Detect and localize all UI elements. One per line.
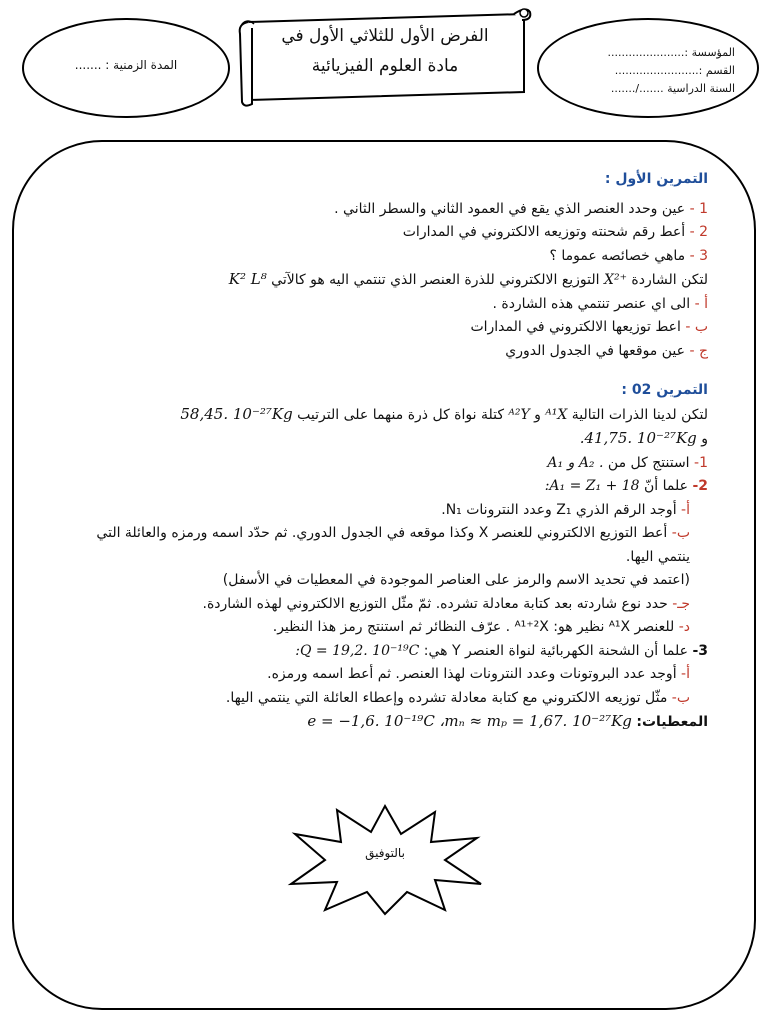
institution-field: المؤسسة :...................... — [607, 46, 735, 59]
info-ellipse — [537, 18, 759, 118]
exercise1-item: 3 - ماهي خصائصه عموما ؟ — [549, 247, 708, 264]
exercise2-q3-item: أ- أوجد عدد البروتونات وعدد النترونات لهذا العنصر. ثم أعط اسمه ورمزه. — [267, 666, 690, 682]
exercise1-item: 1 - عين وحدد العنصر الذي يقع في العمود الثاني والسطر الثاني . — [334, 200, 708, 217]
good-luck-text: بالتوفيق — [365, 846, 405, 860]
duration-text: المدة الزمنية : ....... — [74, 58, 178, 72]
exercise2-q2-note: (اعتمد في تحديد الاسم والرمز على العناصر الموجودة في المعطيات في الأسفل) — [222, 572, 690, 588]
exercise2-title: التمرين 02 : — [621, 382, 708, 398]
title-line-1: الفرض الأول للثلاثي الأول في — [281, 26, 489, 46]
exercise2-q2-item: جـ- حدد نوع شاردته بعد كتابة معادلة تشرده. ثمّ مثّل التوزيع الالكتروني لهذه الشاردة. — [202, 595, 690, 612]
exercise1-item: 2 - أعط رقم شحنته وتوزيعه الالكتروني في المدارات — [402, 224, 708, 240]
exercise2-intro: لتكن لدينا الذرات التالية ᴬ¹X و ᴬ²Y كتلة نواة كل ذرة منهما على الترتيب 58,45. 10⁻²⁷Kg — [180, 404, 708, 423]
school-year-field: السنة الدراسية ......./....... — [610, 82, 735, 95]
department-field: القسم :........................ — [614, 64, 735, 77]
exercise2-q3: 3- علما أن الشحنة الكهربائية لنواة العنصر Y هي: :Q = 19,2. 10⁻¹⁹C — [295, 642, 708, 659]
exercise2-q3-item: ب- مثّل توزيعه الالكتروني مع كتابة معادلة تشرده وإعطاء العائلة التي ينتمي اليها. — [225, 689, 690, 706]
info-lines — [607, 44, 735, 98]
exercise1-title: التمرين الأول : — [604, 171, 708, 187]
exercise2-q1: 1- استنتج كل من A₁ و A₂ . — [547, 454, 708, 471]
exercise2-q2-item: د- للعنصر ᴬ¹X نظير هو: ᴬ¹⁺²X . عرّف النظائر ثم استنتج رمز هذا النظير. — [272, 619, 690, 635]
data-line: المعطيات: e = −1,6. 10⁻¹⁹C ،mₙ ≈ mₚ = 1,67. 10⁻²⁷Kg — [307, 712, 708, 730]
exam-content — [60, 168, 708, 735]
exercise2-mass2: و .41,75. 10⁻²⁷Kg — [579, 429, 708, 447]
exercise1-subitem: أ - الى اي عنصر تنتمي هذه الشاردة . — [492, 295, 708, 312]
exercise1-subitem: ج - عين موقعها في الجدول الدوري — [505, 342, 708, 359]
exercise2-q2-item: أ- أوجد الرقم الذري Z₁ وعدد النترونات N₁. — [441, 501, 690, 518]
exercise1-subitem: ب - اعط توزيعها الالكتروني في المدارات — [470, 319, 708, 335]
title-line-2: مادة العلوم الفيزيائية — [311, 56, 459, 76]
exercise2-q2-item: ب- أعط التوزيع الالكتروني للعنصر X وكذا موقعه في الجدول الدوري. ثم حدّد اسمه ورمزه والعائلة التي ينتمي اليها. — [96, 525, 690, 565]
duration-ellipse — [22, 18, 230, 118]
exercise2-q2: 2- علما أنّ :A₁ = Z₁ + 18 — [544, 478, 708, 494]
ion-statement: لتكن الشاردة X²⁺ التوزيع الالكتروني للذرة العنصر الذي تنتمي اليه هو كالآتي K² L⁸ — [228, 270, 708, 288]
